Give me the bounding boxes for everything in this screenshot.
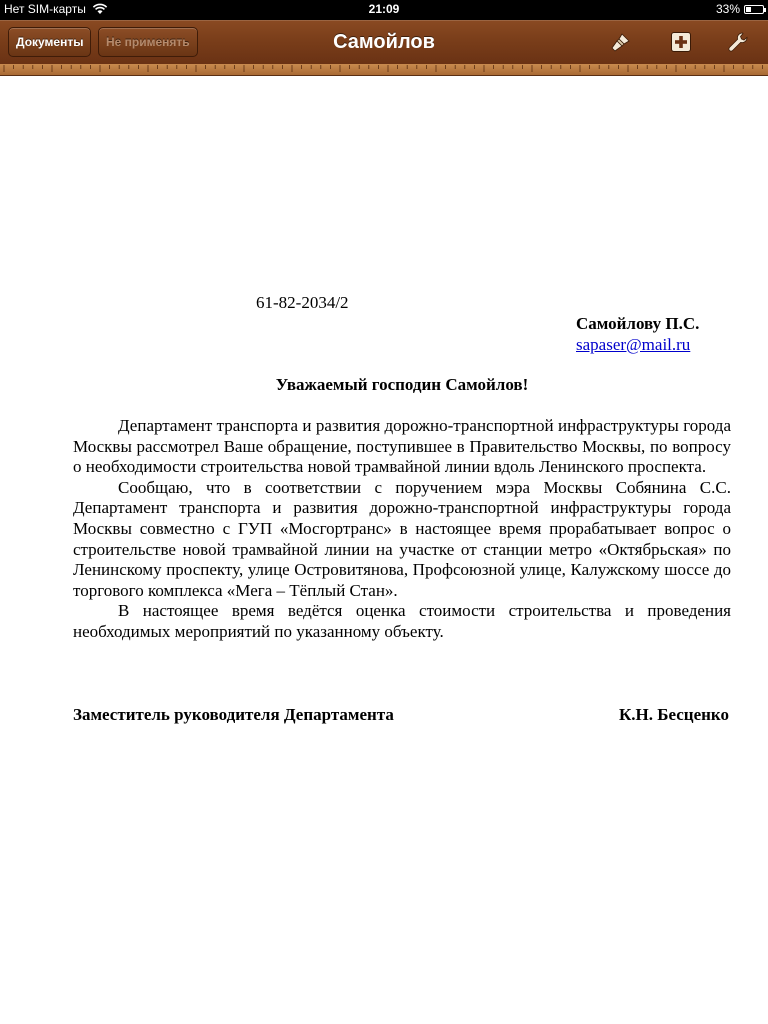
dont-apply-button[interactable]: Не применять xyxy=(98,27,198,57)
battery-icon xyxy=(744,5,764,14)
toolbar xyxy=(0,20,768,64)
battery-percent: 33% xyxy=(715,2,740,16)
recipient-name: Самойлову П.С. xyxy=(576,314,700,333)
recipient-block xyxy=(576,314,699,355)
status-right xyxy=(716,2,764,16)
ruler-ticks xyxy=(0,65,768,76)
wrench-icon[interactable] xyxy=(727,31,749,53)
signature-block xyxy=(73,705,729,726)
document-title: Самойлов xyxy=(333,31,435,53)
paragraph: В настоящее время ведётся оценка стоимости строительства и проведения необходимых мероприятий по указанному объекту. xyxy=(73,601,731,641)
signature-position: Заместитель руководителя Департамента xyxy=(73,705,394,724)
ruler[interactable] xyxy=(0,64,768,76)
status-time: 21:09 xyxy=(368,2,400,16)
document-page[interactable] xyxy=(0,76,768,1024)
brush-icon[interactable] xyxy=(610,31,632,53)
signature-name: К.Н. Бесценко xyxy=(618,705,729,724)
documents-button[interactable]: Документы xyxy=(8,27,91,57)
add-icon[interactable] xyxy=(670,31,692,53)
status-bar xyxy=(0,0,768,20)
letter-body xyxy=(73,416,731,643)
paragraph: Сообщаю, что в соответствии с поручением мэра Москвы Собянина С.С. Департамент транспорта и развития дорожно-транспортной инфраструктуры города Москвы совместно с ГУП «Мосгортранс» в настоящее время прорабатывает вопрос о строительстве новой трамвайной линии на участке от станции метро «Октябрьская» по Ленинскому проспекту, улице Островитянова, Профсоюзной улице, Калужскому шоссе до торгового комплекса «Мега – Тёплый Стан». xyxy=(73,477,731,600)
recipient-email-link[interactable]: sapaser@mail.ru xyxy=(576,334,691,354)
paragraph: Департамент транспорта и развития дорожно-транспортной инфраструктуры города Москвы рассмотрел Ваше обращение, поступившее в Правительство Москвы, по вопросу о необходимости строительства новой трамвайной линии вдоль Ленинского проспекта. xyxy=(73,416,731,477)
battery-fill xyxy=(746,7,751,12)
carrier-label: Нет SIM-карты xyxy=(4,2,86,16)
salutation: Уважаемый господин Самойлов! xyxy=(275,375,529,394)
reference-number: 61-82-2034/2 xyxy=(256,293,349,312)
